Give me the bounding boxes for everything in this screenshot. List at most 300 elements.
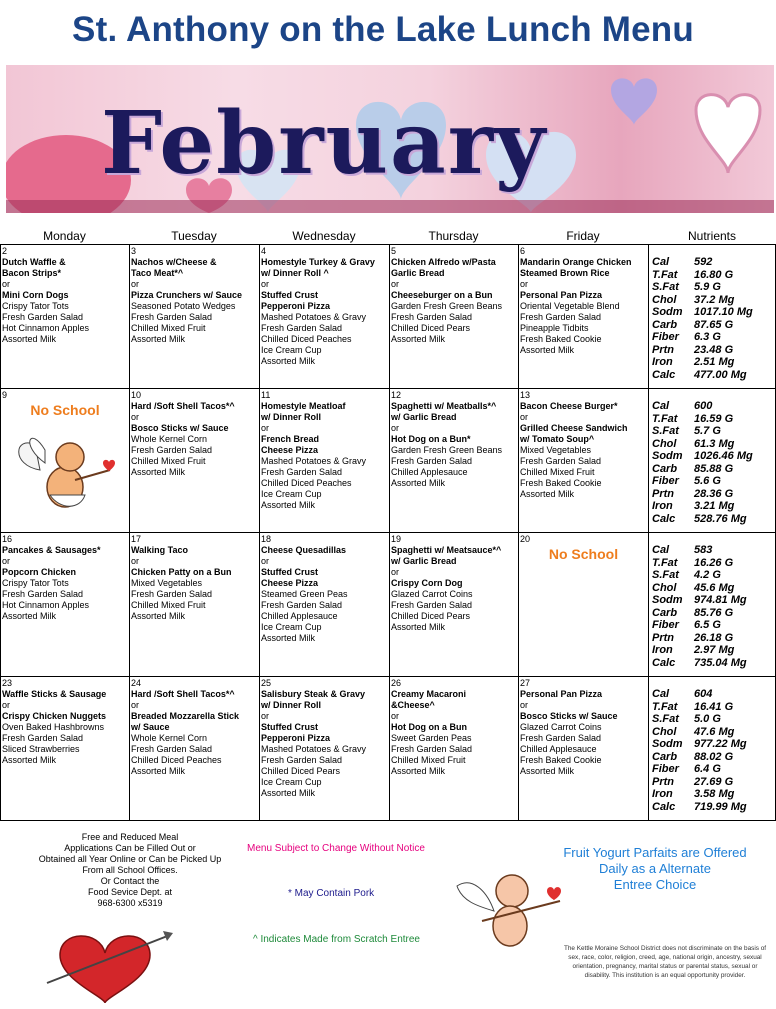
menu-item: Ice Cream Cup [261, 622, 322, 632]
nutrient-value: 16.59 G [694, 412, 734, 425]
nutrient-row [650, 413, 774, 426]
nutrient-row [650, 776, 774, 789]
nutrient-value: 16.41 G [694, 700, 734, 713]
day-number: 25 [261, 678, 272, 688]
nutrient-label: Chol [652, 725, 677, 738]
nutrient-row [650, 644, 774, 657]
menu-item: Hard /Soft Shell Tacos*^ [131, 689, 235, 699]
menu-item: Fresh Garden Salad [391, 312, 473, 322]
menu-item: &Cheese^ [391, 700, 435, 710]
menu-item: Assorted Milk [261, 500, 316, 510]
menu-item: Chilled Diced Pears [391, 611, 471, 621]
day-header: Monday [43, 229, 86, 243]
page-title: St. Anthony on the Lake Lunch Menu [72, 10, 694, 49]
menu-item: or [261, 556, 270, 566]
menu-item: Mashed Potatoes & Gravy [261, 744, 367, 754]
nutrient-row [650, 726, 774, 739]
menu-item: Fresh Garden Salad [520, 456, 602, 466]
menu-item: or [520, 412, 529, 422]
menu-item: Chilled Applesauce [520, 744, 597, 754]
nutrient-row [650, 513, 774, 526]
parfait-line: Entree Choice [613, 877, 697, 892]
menu-item: Assorted Milk [131, 611, 186, 621]
nutrient-value: 604 [694, 688, 713, 700]
menu-item: Whole Kernel Corn [131, 733, 208, 743]
menu-item: Hot Cinnamon Apples [2, 600, 90, 610]
menu-item: Pineapple Tidbits [520, 323, 589, 333]
nutrient-label: Prtn [652, 775, 674, 788]
nutrient-value: 16.26 G [694, 556, 734, 569]
menu-item: Assorted Milk [520, 345, 575, 355]
nutrient-label: S.Fat [652, 713, 679, 725]
menu-item: Assorted Milk [2, 755, 57, 765]
menu-item: Mixed Vegetables [131, 578, 203, 588]
nutrient-value: 528.76 Mg [694, 512, 747, 525]
nutrient-label: Carb [652, 606, 678, 619]
menu-item: Seasoned Potato Wedges [131, 301, 236, 311]
nutrient-value: 6.3 G [694, 331, 721, 343]
nutrient-value: 3.21 Mg [694, 500, 735, 512]
nutrient-row [650, 594, 774, 607]
day-number: 23 [2, 678, 13, 688]
nutrients-cell [649, 533, 776, 677]
nutrient-label: T.Fat [652, 556, 678, 569]
parfait-line: Fruit Yogurt Parfaits are Offered [563, 845, 747, 860]
menu-item: Assorted Milk [131, 766, 186, 776]
nutrient-value: 600 [694, 400, 713, 412]
nutrient-row [650, 738, 774, 751]
menu-item: Assorted Milk [391, 766, 446, 776]
nutrient-row [650, 763, 774, 776]
menu-item: Mashed Potatoes & Gravy [261, 456, 367, 466]
day-cell [260, 677, 390, 821]
day-number: 11 [261, 390, 271, 400]
menu-item: Fresh Garden Salad [391, 600, 473, 610]
menu-item: Fresh Garden Salad [2, 733, 84, 743]
nutrient-value: 5.7 G [694, 425, 721, 437]
menu-item: Hot Dog on a Bun* [391, 434, 471, 444]
menu-item: Cheese Quesadillas [261, 545, 347, 555]
menu-item: or [261, 711, 270, 721]
nutrient-label: T.Fat [652, 700, 678, 713]
nutrient-label: Prtn [652, 487, 674, 500]
menu-item: Steamed Green Peas [261, 589, 348, 599]
nutrient-value: 2.51 Mg [694, 356, 735, 368]
nutrient-row [650, 544, 774, 557]
menu-item: w/ Tomato Soup^ [520, 434, 595, 444]
nutrient-label: Fiber [652, 763, 679, 775]
day-header: Friday [566, 229, 600, 243]
nutrient-label: T.Fat [652, 268, 678, 281]
menu-item: Bosco Sticks w/ Sauce [131, 423, 229, 433]
february-banner [6, 65, 774, 213]
menu-item: Chilled Diced Peaches [261, 478, 352, 488]
nutrient-row [650, 801, 774, 814]
nutrient-label: Fiber [652, 619, 679, 631]
week-row [1, 533, 776, 677]
menu-item: Assorted Milk [520, 766, 575, 776]
menu-item: Crispy Corn Dog [391, 578, 463, 588]
menu-item: Fresh Garden Salad [131, 445, 213, 455]
free-reduced-info [0, 832, 260, 909]
day-cell [390, 533, 519, 677]
day-number: 13 [520, 390, 531, 400]
day-number: 24 [131, 678, 142, 688]
nutrient-row [650, 269, 774, 282]
nutrient-value: 61.3 Mg [694, 437, 735, 450]
info-line: Obtained all Year Online or Can be Picked Up [38, 854, 222, 864]
menu-item: or [391, 423, 400, 433]
menu-item: Chilled Applesauce [391, 467, 468, 477]
menu-item: Walking Taco [131, 545, 189, 555]
menu-item: Chilled Diced Peaches [261, 334, 352, 344]
nutrient-label: Sodm [652, 450, 683, 462]
nutrient-value: 1026.46 Mg [694, 450, 753, 462]
nutrient-label: Fiber [652, 331, 679, 343]
cupid-illustration-left [5, 425, 115, 520]
menu-item: Garden Fresh Green Beans [391, 301, 503, 311]
menu-item: Ice Cream Cup [261, 345, 322, 355]
nutrient-row [650, 607, 774, 620]
menu-item: Mini Corn Dogs [2, 290, 69, 300]
menu-item: or [520, 279, 529, 289]
menu-item: Ice Cream Cup [261, 777, 322, 787]
nutrient-row [650, 306, 774, 319]
nutrient-label: Chol [652, 581, 677, 594]
nutrient-value: 592 [694, 256, 713, 268]
menu-item: Pancakes & Sausages* [2, 545, 101, 555]
nutrient-label: S.Fat [652, 425, 679, 437]
nutrients-cell [649, 245, 776, 389]
day-cell [519, 389, 649, 533]
nutrient-label: S.Fat [652, 281, 679, 293]
day-number: 6 [520, 246, 526, 256]
nutrient-row [650, 475, 774, 488]
menu-item: Assorted Milk [391, 478, 446, 488]
nutrient-row [650, 256, 774, 269]
nutrient-row [650, 281, 774, 294]
menu-item: Fresh Garden Salad [261, 467, 343, 477]
nutrient-row [650, 657, 774, 670]
day-cell [390, 389, 519, 533]
menu-item: or [520, 700, 529, 710]
menu-item: or [261, 423, 270, 433]
menu-grid [0, 244, 776, 821]
day-cell [130, 533, 260, 677]
nutrient-label: Sodm [652, 594, 683, 606]
nutrient-label: Carb [652, 462, 678, 475]
nutrient-row [650, 582, 774, 595]
menu-item: Personal Pan Pizza [520, 290, 603, 300]
nutrient-value: 47.6 Mg [694, 725, 735, 738]
nutrient-row [650, 319, 774, 332]
menu-item: Spaghetti w/ Meatsauce*^ [391, 545, 502, 555]
pork-note: * May Contain Pork [288, 888, 375, 899]
menu-item: French Bread [261, 434, 320, 444]
menu-item: Oven Baked Hashbrowns [2, 722, 105, 732]
nutrient-label: Carb [652, 750, 678, 763]
nutrient-label: Chol [652, 437, 677, 450]
menu-item: or [391, 711, 400, 721]
menu-item: Sliced Strawberries [2, 744, 80, 754]
menu-item: Chilled Applesauce [261, 611, 338, 621]
nutrient-label: Prtn [652, 631, 674, 644]
nutrient-value: 5.9 G [694, 281, 721, 293]
nutrient-label: Sodm [652, 738, 683, 750]
nutrient-label: Carb [652, 318, 678, 331]
day-number: 4 [261, 246, 267, 256]
nutrient-label: Cal [652, 688, 670, 700]
menu-item: Cheese Pizza [261, 445, 319, 455]
menu-item: Chicken Patty on a Bun [131, 567, 232, 577]
menu-item: Taco Meat*^ [131, 268, 184, 278]
menu-item: Fresh Garden Salad [520, 312, 602, 322]
menu-item: Crispy Chicken Nuggets [2, 711, 107, 721]
nutrient-value: 85.88 G [694, 462, 734, 475]
menu-item: Crispy Tator Tots [2, 301, 69, 311]
nutrient-row [650, 688, 774, 701]
menu-item: w/ Sauce [131, 722, 170, 732]
menu-item: Assorted Milk [261, 633, 316, 643]
nutrient-label: Calc [652, 800, 676, 813]
nutrient-row [650, 488, 774, 501]
menu-item: Assorted Milk [261, 356, 316, 366]
menu-item: Cheese Pizza [261, 578, 319, 588]
nutrient-row [650, 701, 774, 714]
nondiscrimination-statement: The Kettle Moraine School District does not discriminate on the basis of sex, race, color, religion, creed, age, national origin, ancestry, sexual orientation, pregnancy, marital status or parental status, sexual or disability. This institution is an equal opportunity provider. [563, 945, 767, 979]
menu-item: w/ Garlic Bread [391, 556, 457, 566]
menu-item: Chilled Mixed Fruit [131, 600, 206, 610]
menu-item: Stuffed Crust [261, 290, 318, 300]
nutrient-value: 87.65 G [694, 318, 734, 331]
menu-item: Breaded Mozzarella Stick [131, 711, 240, 721]
day-number: 2 [2, 246, 8, 256]
menu-item: Hard /Soft Shell Tacos*^ [131, 401, 235, 411]
nutrient-label: Iron [652, 788, 673, 800]
menu-item: Oriental Vegetable Blend [520, 301, 620, 311]
menu-item: or [131, 279, 140, 289]
week-row [1, 389, 776, 533]
day-cell [1, 245, 130, 389]
day-cell [519, 245, 649, 389]
menu-item: Chilled Diced Pears [261, 766, 341, 776]
menu-item: Stuffed Crust [261, 567, 318, 577]
nutrient-value: 719.99 Mg [694, 800, 747, 813]
nutrient-row [650, 557, 774, 570]
day-number: 10 [131, 390, 142, 400]
menu-item: Assorted Milk [261, 788, 316, 798]
menu-item: Spaghetti w/ Meatballs*^ [391, 401, 497, 411]
info-line: Or Contact the [100, 876, 160, 886]
menu-item: Salisbury Steak & Gravy [261, 689, 366, 699]
day-number: 26 [391, 678, 402, 688]
day-cell [390, 245, 519, 389]
nutrient-value: 27.69 G [694, 775, 734, 788]
menu-item: Popcorn Chicken [2, 567, 77, 577]
nutrient-value: 1017.10 Mg [694, 306, 753, 318]
day-header: Wednesday [292, 229, 356, 243]
nutrient-row [650, 751, 774, 764]
nutrient-row [650, 344, 774, 357]
menu-item: Fresh Garden Salad [2, 589, 84, 599]
menu-item: Assorted Milk [131, 467, 186, 477]
menu-item: Homestyle Turkey & Gravy [261, 257, 375, 267]
nutrient-value: 6.5 G [694, 619, 721, 631]
nutrient-label: Prtn [652, 343, 674, 356]
menu-item: Fresh Baked Cookie [520, 478, 602, 488]
day-number: 5 [391, 246, 397, 256]
nutrient-row [650, 356, 774, 369]
info-line: Food Sevice Dept. at [87, 887, 173, 897]
no-school-label: No School [30, 402, 100, 418]
menu-item: Grilled Cheese Sandwich [520, 423, 628, 433]
nutrient-value: 3.58 Mg [694, 788, 735, 800]
menu-item: Steamed Brown Rice [520, 268, 610, 278]
info-line: Applications Can be Filled Out or [64, 843, 196, 853]
menu-change-note: Menu Subject to Change Without Notice [247, 843, 425, 854]
menu-item: Assorted Milk [391, 622, 446, 632]
menu-item: Hot Dog on a Bun [391, 722, 467, 732]
nutrient-value: 583 [694, 544, 713, 556]
menu-item: w/ Dinner Roll [261, 412, 322, 422]
nutrient-label: Calc [652, 368, 676, 381]
menu-item: or [2, 556, 11, 566]
nutrient-row [650, 500, 774, 513]
menu-item: w/ Dinner Roll [261, 700, 322, 710]
menu-item: or [131, 556, 140, 566]
day-cell [390, 677, 519, 821]
menu-item: Crispy Tator Tots [2, 578, 69, 588]
nutrient-label: Iron [652, 644, 673, 656]
menu-item: Hot Cinnamon Apples [2, 323, 90, 333]
nutrient-label: Iron [652, 356, 673, 368]
nutrient-value: 974.81 Mg [694, 594, 747, 606]
menu-item: Waffle Sticks & Sausage [2, 689, 107, 699]
day-cell [260, 533, 390, 677]
nutrient-label: Cal [652, 256, 670, 268]
nutrient-label: Fiber [652, 475, 679, 487]
nutrient-value: 735.04 Mg [694, 656, 747, 669]
menu-item: Chilled Mixed Fruit [520, 467, 595, 477]
menu-item: Fresh Garden Salad [131, 589, 213, 599]
menu-item: Bosco Sticks w/ Sauce [520, 711, 618, 721]
nutrient-label: Iron [652, 500, 673, 512]
menu-item: Bacon Cheese Burger* [520, 401, 618, 411]
nutrient-value: 88.02 G [694, 750, 734, 763]
nutrient-label: T.Fat [652, 412, 678, 425]
menu-item: Glazed Carrot Coins [520, 722, 602, 732]
nutrient-value: 5.6 G [694, 475, 721, 487]
info-line: 968-6300 x5319 [97, 898, 163, 908]
nutrient-row [650, 788, 774, 801]
menu-item: or [391, 567, 400, 577]
menu-item: Creamy Macaroni [391, 689, 467, 699]
nutrient-label: Cal [652, 400, 670, 412]
menu-item: Chilled Mixed Fruit [391, 755, 466, 765]
menu-item: Fresh Garden Salad [520, 733, 602, 743]
menu-item: or [131, 412, 140, 422]
menu-item: Assorted Milk [2, 611, 57, 621]
menu-item: Assorted Milk [520, 489, 575, 499]
info-line: Free and Reduced Meal [81, 832, 179, 842]
nutrient-value: 85.76 G [694, 606, 734, 619]
week-row [1, 245, 776, 389]
nutrient-label: S.Fat [652, 569, 679, 581]
nutrient-value: 4.2 G [694, 569, 721, 581]
day-cell [260, 245, 390, 389]
day-number: 18 [261, 534, 272, 544]
menu-item: Fresh Garden Salad [131, 312, 213, 322]
menu-item: or [2, 700, 11, 710]
day-header: Thursday [428, 229, 479, 243]
nutrient-row [650, 632, 774, 645]
day-number: 17 [131, 534, 142, 544]
day-header: Tuesday [171, 229, 217, 243]
menu-item: Bacon Strips* [2, 268, 62, 278]
heart-arrow-illustration [45, 925, 175, 1005]
day-cell [130, 245, 260, 389]
menu-item: Pepperoni Pizza [261, 733, 331, 743]
menu-item: Ice Cream Cup [261, 489, 322, 499]
day-number: 3 [131, 246, 137, 256]
day-number: 9 [2, 390, 8, 400]
day-cell [260, 389, 390, 533]
menu-item: Chilled Mixed Fruit [131, 456, 206, 466]
menu-item: Mixed Vegetables [520, 445, 592, 455]
nutrient-row [650, 569, 774, 582]
nutrients-cell [649, 677, 776, 821]
menu-item: or [2, 279, 11, 289]
menu-item: Fresh Garden Salad [261, 323, 343, 333]
day-cell [519, 533, 649, 677]
nutrient-label: Calc [652, 512, 676, 525]
nutrient-row [650, 450, 774, 463]
nutrient-value: 16.80 G [694, 268, 734, 281]
menu-item: or [391, 279, 400, 289]
nutrient-value: 477.00 Mg [694, 368, 747, 381]
nutrients-cell [649, 389, 776, 533]
menu-item: Fresh Garden Salad [261, 600, 343, 610]
menu-item: Assorted Milk [2, 334, 57, 344]
day-cell [1, 677, 130, 821]
nutrient-row [650, 369, 774, 382]
menu-item: Garlic Bread [391, 268, 445, 278]
no-school-label: No School [548, 546, 619, 562]
nutrient-row [650, 713, 774, 726]
menu-item: Chilled Diced Pears [391, 323, 471, 333]
nutrient-row [650, 438, 774, 451]
menu-item: w/ Dinner Roll ^ [261, 268, 329, 278]
day-cell [130, 677, 260, 821]
menu-item: or [131, 700, 140, 710]
day-header: Nutrients [687, 229, 737, 243]
scratch-note: ^ Indicates Made from Scratch Entree [253, 934, 420, 945]
parfait-line: Daily as a Alternate [598, 861, 711, 876]
nutrient-row [650, 331, 774, 344]
menu-item: Garden Fresh Green Beans [391, 445, 503, 455]
day-header-row [0, 226, 776, 244]
menu-item: or [261, 279, 270, 289]
info-line: From all School Offices. [82, 865, 178, 875]
nutrient-row [650, 425, 774, 438]
menu-item: Chicken Alfredo w/Pasta [391, 257, 496, 267]
menu-item: Pepperoni Pizza [261, 301, 331, 311]
menu-item: Chilled Diced Peaches [131, 755, 222, 765]
nutrient-row [650, 463, 774, 476]
menu-item: Mandarin Orange Chicken [520, 257, 632, 267]
nutrient-value: 45.6 Mg [694, 581, 735, 594]
menu-item: Glazed Carrot Coins [391, 589, 473, 599]
